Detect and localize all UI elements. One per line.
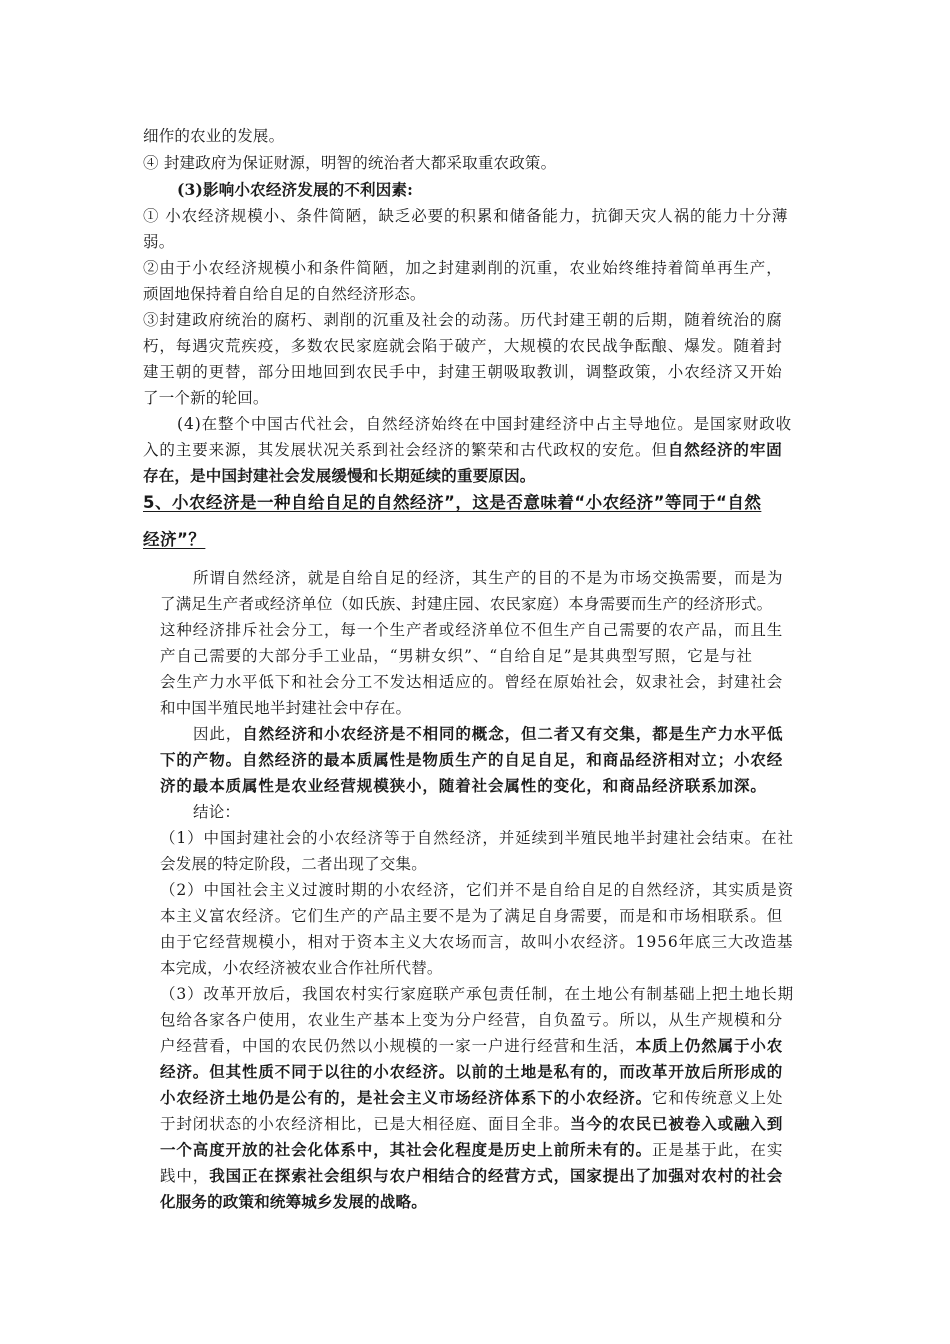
text-run: 于封闭状态的小农经济相比，已是大相径庭、面目全非。	[160, 1115, 571, 1133]
text-line: 了一个新的轮回。	[143, 389, 269, 407]
text-line: (4)在整个中国古代社会，自然经济始终在中国封建经济中占主导地位。是国家财政收	[177, 415, 793, 433]
bold-run: 小农经济土地仍是公有的，	[160, 1088, 357, 1107]
text-line	[160, 1036, 783, 1056]
text-line: ④ 封建政府为保证财源，明智的统治者大都采取重农政策。	[143, 154, 557, 172]
bold-line: 下的产物。自然经济的最本质属性是物质生产的自足自足，和商品经济相对立；小农经	[160, 750, 784, 769]
bold-run: 自然经济的牢固	[667, 440, 783, 459]
text-line	[160, 1114, 783, 1134]
subheading: (3)影响小农经济发展的不利因素:	[177, 180, 414, 199]
text-line: 弱。	[143, 233, 175, 251]
text-line	[160, 1166, 783, 1186]
text-line: 本完成，小农经济被农业合作社所代替。	[160, 959, 443, 977]
bold-run: 自然经济和小农经济是不相同的概念，但二者又有交集，都是生产力水平低	[242, 724, 784, 743]
bold-line: 济的最本质属性是农业经营规模狭小，随着社会属性的变化，和商品经济联系加深。	[160, 776, 767, 795]
bold-run: 我国正在探索社会组织与农户相结合的经营方式，国家提出了加强对农村的社会	[209, 1166, 784, 1185]
bold-line: 存在，是中国封建社会发展缓慢和长期延续的重要原因。	[143, 466, 536, 485]
bold-run: 一个高度开放的社会化体系中，其社会化程度是历史上前所未有的。	[160, 1140, 653, 1159]
text-run: 户经营看，中国的农民仍然以小规模的一家一户进行经营和生活，	[160, 1037, 636, 1055]
text-run: 入的主要来源，其发展状况关系到社会经济的繁荣和古代政权的安危。但	[143, 441, 668, 459]
text-line: 细作的农业的发展。	[143, 127, 285, 145]
bold-run: 当今的农民已被卷入或融入到	[570, 1114, 784, 1133]
text-run: 它和传统意义上处	[652, 1089, 784, 1107]
text-line: 会发展的特定阶段，二者出现了交集。	[160, 855, 427, 873]
text-line: 结论：	[193, 803, 241, 821]
text-line: 会生产力水平低下和社会分工不发达相适应的。曾经在原始社会，奴隶社会，封建社会	[160, 673, 784, 691]
text-line: ②由于小农经济规模小和条件简陋，加之封建剥削的沉重，农业始终维持着简单再生产，	[143, 259, 783, 277]
text-line: ③封建政府统治的腐朽、剥削的沉重及社会的动荡。历代封建王朝的后期，随着统治的腐	[143, 311, 783, 329]
text-run: 因此，	[193, 725, 243, 743]
bold-line: 化服务的政策和统筹城乡发展的战略。	[160, 1192, 427, 1211]
text-run: 正是基于此，在实	[652, 1141, 784, 1159]
text-line	[160, 1140, 783, 1160]
text-line: 和中国半殖民地半封建社会中存在。	[160, 699, 412, 717]
text-line	[143, 440, 783, 460]
text-line: ① 小农经济规模小、条件简陋，缺乏必要的积累和储备能力，抗御天灾人祸的能力十分薄	[143, 207, 789, 225]
text-line: 所谓自然经济，就是自给自足的经济，其生产的目的不是为市场交换需要，而是为	[193, 569, 784, 587]
bold-line: 经济。但其性质不同于以往的小农经济。以前的土地是私有的，而改革开放后所形成的	[160, 1062, 784, 1081]
section-heading-5: 5、小农经济是一种自给自足的自然经济”，这是否意味着“小农经济”等同于“自然	[143, 493, 762, 512]
text-line: 本主义富农经济。它们生产的产品主要不是为了满足自身需要，而是和市场相联系。但	[160, 907, 784, 925]
bold-run: 本质上仍然属于小农	[635, 1036, 784, 1055]
text-run: 践中，	[160, 1167, 210, 1185]
text-line: （3）改革开放后，我国农村实行家庭联产承包责任制，在土地公有制基础上把土地长期	[160, 985, 794, 1003]
text-line: 包给各家各户使用，农业生产基本上变为分户经营，自负盈亏。所以，从生产规模和分	[160, 1011, 784, 1029]
text-line: 这种经济排斥社会分工，每一个生产者或经济单位不但生产自己需要的农产品，而且生	[160, 621, 784, 639]
text-line: 朽，每遇灾荒疾疫，多数农民家庭就会陷于破产，大规模的农民战争酝酿、爆发。随着封	[143, 337, 783, 355]
text-line: （1）中国封建社会的小农经济等于自然经济，并延续到半殖民地半封建社会结束。在社	[160, 829, 794, 847]
section-heading-5-cont: 经济”？	[143, 530, 206, 549]
text-line: 建王朝的更替，部分田地回到农民手中，封建王朝吸取教训，调整政策，小农经济又开始	[143, 363, 783, 381]
text-line: 了满足生产者或经济单位（如氏族、封建庄园、农民家庭）本身需要而生产的经济形式。	[160, 595, 773, 613]
text-line	[160, 1088, 783, 1108]
text-line: 产自己需要的大部分手工业品，“男耕女织”、“自给自足”是其典型写照，它是与社	[160, 647, 753, 665]
text-line: 由于它经营规模小，相对于资本主义大农场而言，故叫小农经济。1956年底三大改造基	[160, 933, 794, 951]
text-line	[193, 724, 783, 744]
text-line: 顽固地保持着自给自足的自然经济形态。	[143, 285, 426, 303]
bold-run: 是社会主义市场经济体系下的小农经济。	[356, 1088, 653, 1107]
text-line: （2）中国社会主义过渡时期的小农经济，它们并不是自给自足的自然经济，其实质是资	[160, 881, 794, 899]
